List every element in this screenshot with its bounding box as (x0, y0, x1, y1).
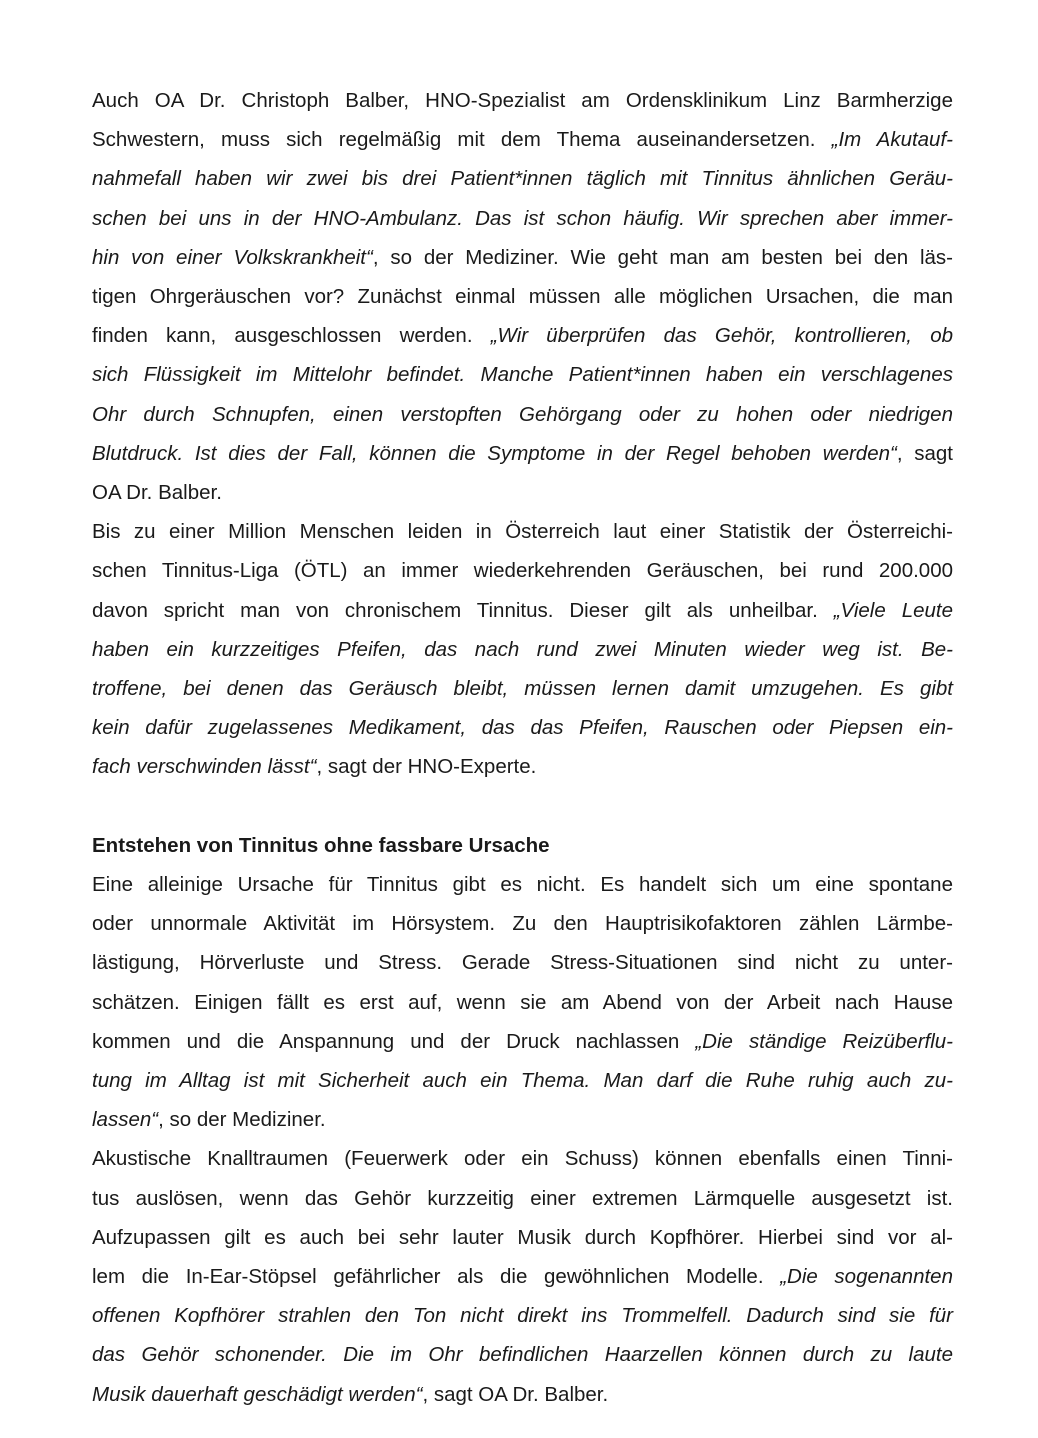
quote-text: sich Flüssigkeit im Mittelohr befindet. Manche Patient*innen haben ein verschlagenes (92, 363, 953, 387)
text-line (92, 316, 953, 355)
body-text: Schwestern, muss sich regelmäßig mit dem Thema auseinandersetzen. (92, 128, 832, 152)
text-line (92, 512, 953, 551)
quote-text: „Die sogenannten (780, 1265, 953, 1289)
paragraph (92, 81, 953, 512)
text-line (92, 1375, 953, 1414)
text-line (92, 238, 953, 277)
body-text: lästigung, Hörverluste und Stress. Gerade Stress-Situationen sind nicht zu unter- (92, 951, 953, 975)
body-text: kommen und die Anspannung und der Druck nachlassen (92, 1029, 696, 1053)
quote-text: nahmefall haben wir zwei bis drei Patient*innen täglich mit Tinnitus ähnlichen Geräu- (92, 167, 953, 191)
text-line (92, 277, 953, 316)
section-gap (92, 787, 953, 826)
paragraph (92, 1139, 953, 1413)
text-line (92, 1257, 953, 1296)
body-text: oder unnormale Aktivität im Hörsystem. Zu den Hauptrisikofaktoren zählen Lärmbe- (92, 912, 953, 936)
body-text: Akustische Knalltraumen (Feuerwerk oder ein Schuss) können ebenfalls einen Tinni- (92, 1147, 953, 1171)
quote-text: „Im Akutauf- (831, 128, 953, 152)
quote-text: offenen Kopfhörer strahlen den Ton nicht direkt ins Trommelfell. Dadurch sind sie für (92, 1304, 953, 1328)
text-line (92, 708, 953, 747)
quote-text: Musik dauerhaft geschädigt werden“ (92, 1382, 423, 1406)
section-causes (92, 865, 953, 1414)
section-heading: Entstehen von Tinnitus ohne fassbare Ursache (92, 833, 550, 857)
text-line (92, 1218, 953, 1257)
text-line (92, 473, 953, 512)
quote-text: lassen“ (92, 1108, 159, 1132)
quote-text: troffene, bei denen das Geräusch bleibt, müssen lernen damit umzugehen. Es gibt (92, 677, 953, 701)
text-line (92, 1179, 953, 1218)
text-line (92, 81, 953, 120)
text-line (92, 120, 953, 159)
quote-text: tung im Alltag ist mit Sicherheit auch ein Thema. Man darf die Ruhe ruhig auch zu- (92, 1069, 953, 1093)
paragraph (92, 512, 953, 786)
text-line (92, 943, 953, 982)
body-text: tigen Ohrgeräuschen vor? Zunächst einmal müssen alle möglichen Ursachen, die man (92, 285, 953, 309)
text-line (92, 747, 953, 786)
body-text: davon spricht man von chronischem Tinnitus. Dieser gilt als unheilbar. (92, 598, 834, 622)
text-line (92, 395, 953, 434)
text-line (92, 355, 953, 394)
body-text: tus auslösen, wenn das Gehör kurzzeitig einer extremen Lärmquelle ausgesetzt ist. (92, 1186, 953, 1210)
body-text: Eine alleinige Ursache für Tinnitus gibt es nicht. Es handelt sich um eine spontane (92, 873, 953, 897)
text-line (92, 199, 953, 238)
text-line (92, 434, 953, 473)
text-line (92, 1296, 953, 1335)
section-intro (92, 81, 953, 787)
body-text: , sagt OA Dr. Balber. (422, 1382, 609, 1406)
text-line (92, 551, 953, 590)
quote-text: „Die ständige Reizüberflu- (695, 1029, 953, 1053)
text-line (92, 1100, 953, 1139)
quote-text: das Gehör schonender. Die im Ohr befindlichen Haarzellen können durch zu laute (92, 1343, 953, 1367)
text-line (92, 630, 953, 669)
body-text: , so der Mediziner. (158, 1108, 326, 1132)
body-text: Auch OA Dr. Christoph Balber, HNO-Spezialist am Ordensklinikum Linz Barmherzige (92, 89, 953, 112)
body-text: Bis zu einer Million Menschen leiden in Österreich laut einer Statistik der Österreichi- (92, 520, 953, 544)
body-text: , so der Mediziner. Wie geht man am besten bei den läs- (372, 245, 953, 269)
text-line (92, 865, 953, 904)
body-text: Aufzupassen gilt es auch bei sehr lauter Musik durch Kopfhörer. Hierbei sind vor al- (92, 1225, 953, 1249)
body-text: finden kann, ausgeschlossen werden. (92, 324, 491, 348)
document-page (92, 81, 953, 1414)
body-text: , sagt (896, 441, 953, 465)
body-text: schätzen. Einigen fällt es erst auf, wenn sie am Abend von der Arbeit nach Hause (92, 990, 953, 1014)
text-line (92, 983, 953, 1022)
quote-text: kein dafür zugelassenes Medikament, das das Pfeifen, Rauschen oder Piepsen ein- (92, 716, 953, 740)
text-line (92, 904, 953, 943)
body-text: , sagt der HNO-Experte. (316, 755, 537, 779)
text-line (92, 1061, 953, 1100)
text-line (92, 159, 953, 198)
text-line (92, 591, 953, 630)
quote-text: Blutdruck. Ist dies der Fall, können die Symptome in der Regel behoben werden“ (92, 441, 897, 465)
quote-text: „Wir überprüfen das Gehör, kontrollieren, ob (490, 324, 953, 348)
quote-text: haben ein kurzzeitiges Pfeifen, das nach rund zwei Minuten wieder weg ist. Be- (92, 637, 953, 661)
quote-text: „Viele Leute (833, 598, 954, 622)
quote-text: Ohr durch Schnupfen, einen verstopften Gehörgang oder zu hohen oder niedrigen (92, 402, 953, 426)
quote-text: fach verschwinden lässt“ (92, 755, 317, 779)
text-line (92, 1335, 953, 1374)
body-text: lem die In-Ear-Stöpsel gefährlicher als die gewöhnlichen Modelle. (92, 1265, 781, 1289)
quote-text: hin von einer Volkskrankheit“ (92, 245, 373, 269)
text-line (92, 1139, 953, 1178)
quote-text: schen bei uns in der HNO-Ambulanz. Das ist schon häufig. Wir sprechen aber immer- (92, 206, 953, 230)
body-text: schen Tinnitus-Liga (ÖTL) an immer wiederkehrenden Geräuschen, bei rund 200.000 (92, 559, 953, 583)
text-line (92, 669, 953, 708)
text-line (92, 1022, 953, 1061)
body-text: OA Dr. Balber. (92, 481, 222, 505)
paragraph (92, 865, 953, 1139)
